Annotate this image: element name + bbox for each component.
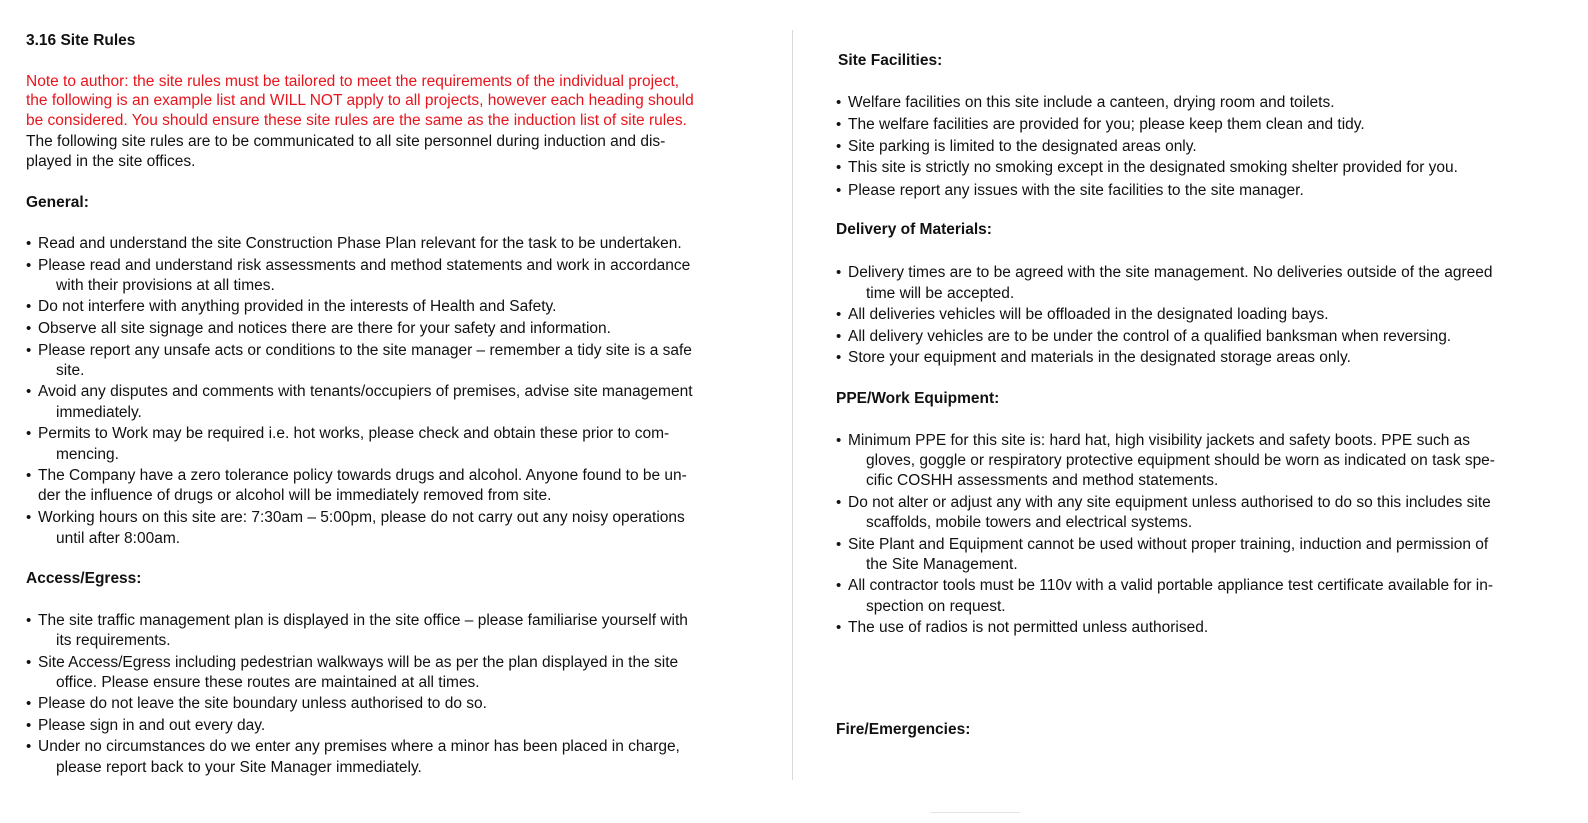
intro-line: played in the site offices. — [26, 153, 196, 170]
delivery-heading: Delivery of Materials: — [836, 221, 992, 238]
list-item-continuation: time will be accepted. — [866, 285, 1015, 302]
list-item: • This site is strictly no smoking except in the designated smoking shelter provided for you. — [836, 159, 1458, 176]
list-item: • Avoid any disputes and comments with tenants/occupiers of premises, advise site management — [26, 383, 693, 400]
list-item: • Minimum PPE for this site is: hard hat, high visibility jackets and safety boots. PPE such as — [836, 432, 1470, 449]
list-item: • Site Plant and Equipment cannot be used without proper training, induction and permission of — [836, 536, 1489, 553]
column-divider — [792, 30, 793, 780]
list-item-continuation: immediately. — [56, 404, 142, 421]
page-edge-mark — [930, 812, 1020, 813]
list-item-continuation: until after 8:00am. — [56, 530, 181, 547]
list-item: • The Company have a zero tolerance policy towards drugs and alcohol. Anyone found to be un- — [26, 467, 687, 484]
list-item-continuation: the Site Management. — [866, 556, 1018, 573]
list-item: • Please do not leave the site boundary unless authorised to do so. — [26, 695, 487, 712]
access-heading: Access/Egress: — [26, 570, 142, 587]
list-item: • Welfare facilities on this site include a canteen, drying room and toilets. — [836, 94, 1335, 111]
intro-line: The following site rules are to be communicated to all site personnel during induction and dis- — [26, 133, 666, 150]
list-item: • All delivery vehicles are to be under the control of a qualified banksman when reversing. — [836, 328, 1452, 345]
list-item: • Do not interfere with anything provided in the interests of Health and Safety. — [26, 298, 557, 315]
list-item: • Working hours on this site are: 7:30am – 5:00pm, please do not carry out any noisy operations — [26, 509, 685, 526]
author-note-line: the following is an example list and WILL NOT apply to all projects, however each heading should — [26, 92, 694, 109]
list-item: • Site Access/Egress including pedestrian walkways will be as per the plan displayed in the site — [26, 654, 679, 671]
list-item: • Delivery times are to be agreed with the site management. No deliveries outside of the agreed — [836, 264, 1493, 281]
list-item: • The use of radios is not permitted unless authorised. — [836, 619, 1209, 636]
list-item-continuation: mencing. — [56, 446, 119, 463]
facilities-heading: Site Facilities: — [838, 52, 943, 69]
list-item: • Please report any issues with the site facilities to the site manager. — [836, 182, 1304, 199]
list-item-continuation: site. — [56, 362, 85, 379]
general-heading: General: — [26, 194, 89, 211]
list-item-continuation: with their provisions at all times. — [56, 277, 275, 294]
list-item: • Please report any unsafe acts or conditions to the site manager – remember a tidy site is a safe — [26, 342, 692, 359]
list-item-continuation: spection on request. — [866, 598, 1006, 615]
list-item: • The site traffic management plan is displayed in the site office – please familiarise yourself with — [26, 612, 688, 629]
list-item-continuation: its requirements. — [56, 632, 171, 649]
list-item: • Under no circumstances do we enter any premises where a minor has been placed in charge, — [26, 738, 680, 755]
author-note-line: be considered. You should ensure these site rules are the same as the induction list of site rules. — [26, 112, 687, 129]
list-item-continuation: office. Please ensure these routes are maintained at all times. — [56, 674, 480, 691]
list-item: • All deliveries vehicles will be offloaded in the designated loading bays. — [836, 306, 1329, 323]
ppe-heading: PPE/Work Equipment: — [836, 390, 1000, 407]
list-item-continuation: cific COSHH assessments and method statements. — [866, 472, 1219, 489]
list-item-continuation: scaffolds, mobile towers and electrical systems. — [866, 514, 1193, 531]
list-item-continuation: gloves, goggle or respiratory protective equipment should be worn as indicated on task spe- — [866, 452, 1495, 469]
list-item: • Permits to Work may be required i.e. hot works, please check and obtain these prior to com- — [26, 425, 670, 442]
list-item: • Please sign in and out every day. — [26, 717, 266, 734]
list-item: • Please read and understand risk assessments and method statements and work in accordance — [26, 257, 691, 274]
list-item: • Site parking is limited to the designated areas only. — [836, 138, 1197, 155]
list-item: • Do not alter or adjust any with any site equipment unless authorised to do so this includes site — [836, 494, 1491, 511]
section-title: 3.16 Site Rules — [26, 32, 136, 49]
list-item: • All contractor tools must be 110v with a valid portable appliance test certificate available for in- — [836, 577, 1494, 594]
list-item: • Store your equipment and materials in the designated storage areas only. — [836, 349, 1351, 366]
list-item-continuation: please report back to your Site Manager immediately. — [56, 759, 422, 776]
list-item: • Read and understand the site Construction Phase Plan relevant for the task to be undertaken. — [26, 235, 682, 252]
list-item: • Observe all site signage and notices there are there for your safety and information. — [26, 320, 611, 337]
list-item-continuation: der the influence of drugs or alcohol will be immediately removed from site. — [38, 487, 552, 504]
fire-heading: Fire/Emergencies: — [836, 721, 971, 738]
author-note-line: Note to author: the site rules must be tailored to meet the requirements of the individual project, — [26, 73, 680, 90]
list-item: • The welfare facilities are provided for you; please keep them clean and tidy. — [836, 116, 1365, 133]
